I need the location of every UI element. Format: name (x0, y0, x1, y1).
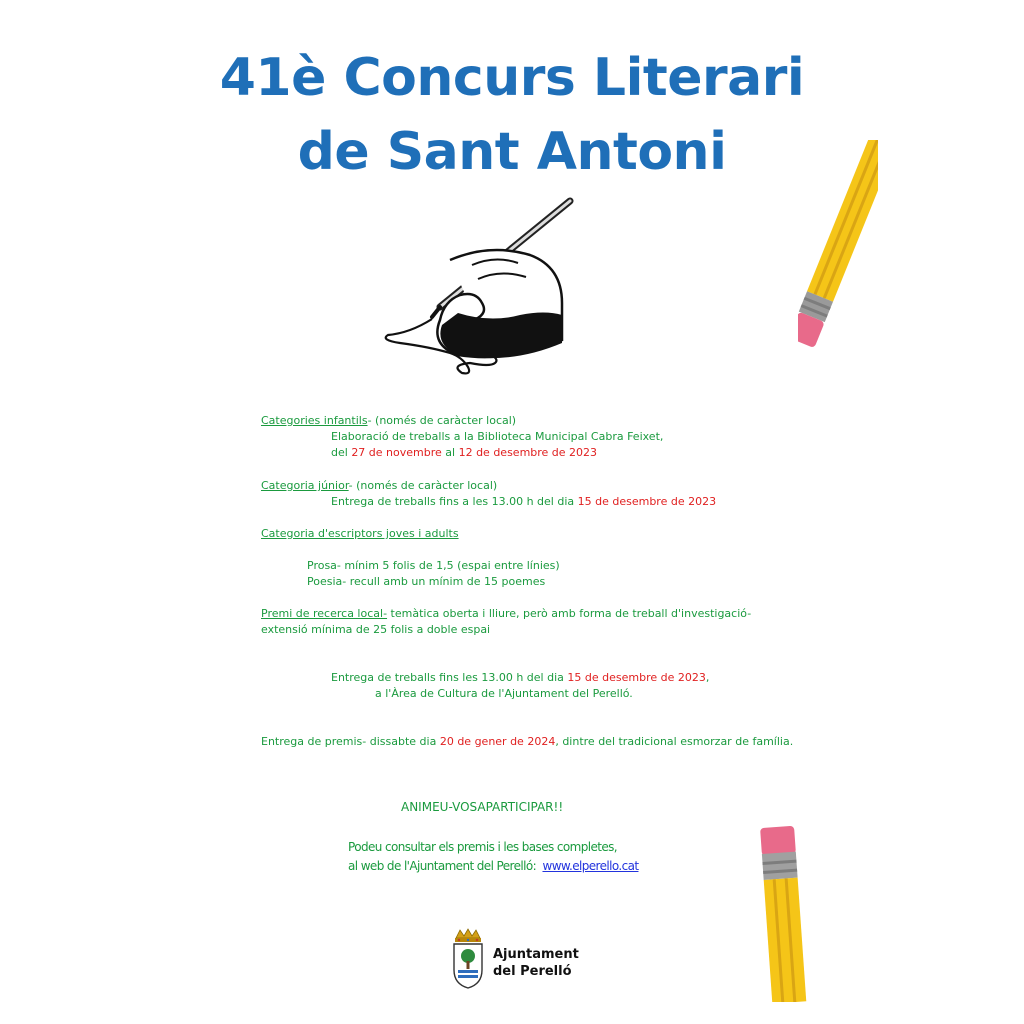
category-junior-heading (261, 478, 497, 494)
category-infantils-line2 (331, 445, 597, 461)
category-infantils-heading (261, 413, 516, 429)
info-line2-text: al web de l'Ajuntament del Perelló: (348, 859, 537, 873)
pencil-icon (798, 140, 878, 365)
category-adults-prosa: Prosa- mínim 5 folis de 1,5 (espai entre línies) (307, 559, 560, 572)
awards-suffix: , dintre del tradicional esmorzar de família. (555, 735, 794, 748)
infantils-prefix: del (331, 446, 352, 459)
awards-prefix: Entrega de premis- dissabte dia (261, 735, 440, 748)
category-junior-suffix: - (només de caràcter local) (348, 479, 498, 492)
awards-line (261, 734, 793, 750)
info-line2 (348, 858, 638, 874)
coat-of-arms-icon (450, 928, 486, 990)
category-recerca-line1 (261, 606, 751, 622)
delivery-prefix: Entrega de treballs fins les 13.00 h del dia (331, 671, 568, 684)
call-to-action: ANIMEU-VOSAPARTICIPAR!! (401, 800, 564, 814)
poster-title-line1: 41è Concurs Literari (219, 48, 805, 108)
awards-date: 20 de gener de 2024 (439, 735, 556, 748)
logo-line1: Ajuntament (493, 947, 579, 962)
category-infantils-label: Categories infantils (261, 414, 368, 427)
poster-title-line2: de Sant Antoni (297, 122, 727, 182)
logo-line2: del Perelló (493, 964, 572, 979)
category-junior-line1 (331, 494, 716, 510)
category-adults-poesia: Poesia- recull amb un mínim de 15 poemes (307, 575, 546, 588)
recerca-line1-text: temàtica oberta i lliure, però amb forma de treball d'investigació- (387, 607, 752, 620)
infantils-date-start: 27 de novembre (351, 446, 442, 459)
category-junior-label: Categoria júnior (261, 479, 349, 492)
category-infantils-suffix: - (només de caràcter local) (367, 414, 517, 427)
delivery-line1 (331, 670, 709, 686)
delivery-date: 15 de desembre de 2023 (567, 671, 706, 684)
category-adults-label: Categoria d'escriptors joves i adults (261, 527, 459, 540)
info-line1: Podeu consultar els premis i les bases completes, (348, 840, 617, 854)
logo-text (493, 946, 579, 980)
junior-date: 15 de desembre de 2023 (577, 495, 717, 508)
website-link[interactable]: www.elperello.cat (542, 859, 639, 873)
category-infantils-line1: Elaboració de treballs a la Biblioteca Municipal Cabra Feixet, (331, 430, 664, 443)
delivery-line2: a l'Àrea de Cultura de l'Ajuntament del Perelló. (375, 687, 633, 700)
junior-prefix: Entrega de treballs fins a les 13.00 h del dia (331, 495, 578, 508)
infantils-date-end: 12 de desembre de 2023 (458, 446, 598, 459)
infantils-mid: al (441, 446, 459, 459)
category-recerca-line2: extensió mínima de 25 folis a doble espai (261, 623, 491, 636)
pencil-icon (758, 822, 828, 1002)
hand-writing-icon (380, 195, 580, 380)
category-recerca-label: Premi de recerca local- (261, 607, 388, 620)
delivery-suffix: , (705, 671, 710, 684)
